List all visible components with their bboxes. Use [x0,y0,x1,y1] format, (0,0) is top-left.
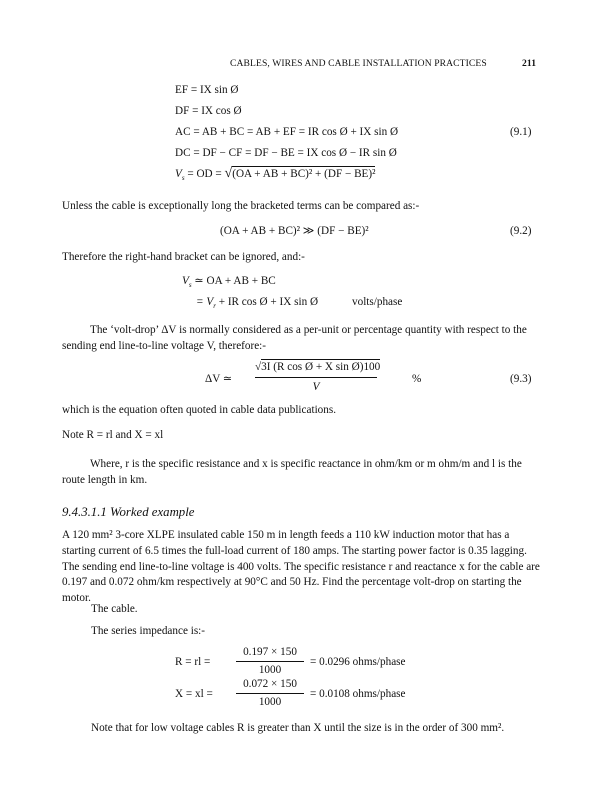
dv-numerator-text: 3I (R cos Ø + X sin Ø)100 [261,361,381,373]
x-result: = 0.0108 ohms/phase [310,688,406,700]
paragraph-which: which is the equation often quoted in cable data publications. [62,404,337,416]
dv-percent: % [412,373,422,385]
section-title: 9.4.3.1.1 Worked example [62,505,195,519]
worked-example-body: A 120 mm² 3-core XLPE insulated cable 150 m in length feeds a 110 kW induction motor that has a starting current of 6.5 times the full-load current of 180 amps. The starting power factor is 0.35 lagging. The sending end line-to-line voltage is 400 volts. The specific resistance r and reactance x for the cable are 0.197 and 0.072 ohm/km respectively at 90°C and 50 Hz. Find the percentage volt-drop on starting the motor. [62,529,540,605]
approx-2-units: volts/phase [352,296,403,308]
vr-subscript: r [213,302,216,311]
r-lhs: R = rl = [175,656,211,668]
eq-ac: AC = AB + BC = AB + EF = IR cos Ø + IX sin Ø [175,126,399,138]
final-note: Note that for low voltage cables R is greater than X until the size is in the order of 300 mm². [91,722,505,734]
paragraph-where: Where, r is the specific resistance and x is specific reactance in ohm/km or m ohm/m and l is the route length in km. [62,458,522,486]
r-denominator: 1000 [258,664,282,676]
dv-numerator [255,361,381,374]
paragraph-unless: Unless the cable is exceptionally long the bracketed terms can be compared as:- [62,200,420,212]
eq-number-9-1: (9.1) [510,126,532,138]
sqrt-icon: √ [224,166,233,181]
eq-number-9-3: (9.3) [510,373,532,385]
dv-lhs: ΔV ≃ [205,373,233,385]
page-number: 211 [522,58,537,69]
vs-subscript: s [181,174,185,183]
vs-symbol-2: V [182,275,189,287]
x-denominator: 1000 [258,696,282,708]
eq-approx-2 [196,296,318,309]
r-fraction-bar [236,661,304,662]
series-impedance: The series impedance is:- [91,625,206,637]
note-r-x: Note R = rl and X = xl [62,429,164,441]
eq-approx-1 [182,275,276,288]
x-fraction-bar [236,693,304,694]
vs-subscript-2: s [188,281,192,290]
sqrt-icon-2: √ [255,361,262,373]
paragraph-volt-drop: The ‘volt-drop’ ΔV is normally considered as a per-unit or percentage quantity with respect to the sending end line-to-line voltage V, therefore:- [62,324,527,352]
approx-2-b: + IR cos Ø + IX sin Ø [215,296,319,308]
vs-mid: = OD = [184,168,225,180]
eq-dc: DC = DF − CF = DF − BE = IX cos Ø − IR sin Ø [175,147,397,159]
paragraph-therefore: Therefore the right-hand bracket can be ignored, and:- [62,251,305,263]
dv-fraction-bar [255,377,377,378]
eq-number-9-2: (9.2) [510,225,532,237]
r-result: = 0.0296 ohms/phase [310,656,406,668]
x-lhs: X = xl = [175,688,213,700]
approx-2-a: = V [196,296,214,308]
eq-df: DF = IX cos Ø [175,105,242,117]
eq-ef: EF = IX sin Ø [175,84,239,96]
dv-denominator: V [312,381,320,393]
eq-vs [175,166,375,183]
eq-inequality: (OA + AB + BC)² ≫ (DF − BE)² [220,225,369,237]
x-numerator: 0.072 × 150 [243,678,297,690]
vs-symbol: V [175,168,182,180]
running-title: CABLES, WIRES AND CABLE INSTALLATION PRACTICES [230,58,487,69]
the-cable: The cable. [91,603,138,615]
approx-1-rhs: ≃ OA + AB + BC [191,275,276,287]
r-numerator: 0.197 × 150 [243,646,297,658]
vs-radicand: (OA + AB + BC)² + (DF − BE)² [232,168,376,180]
